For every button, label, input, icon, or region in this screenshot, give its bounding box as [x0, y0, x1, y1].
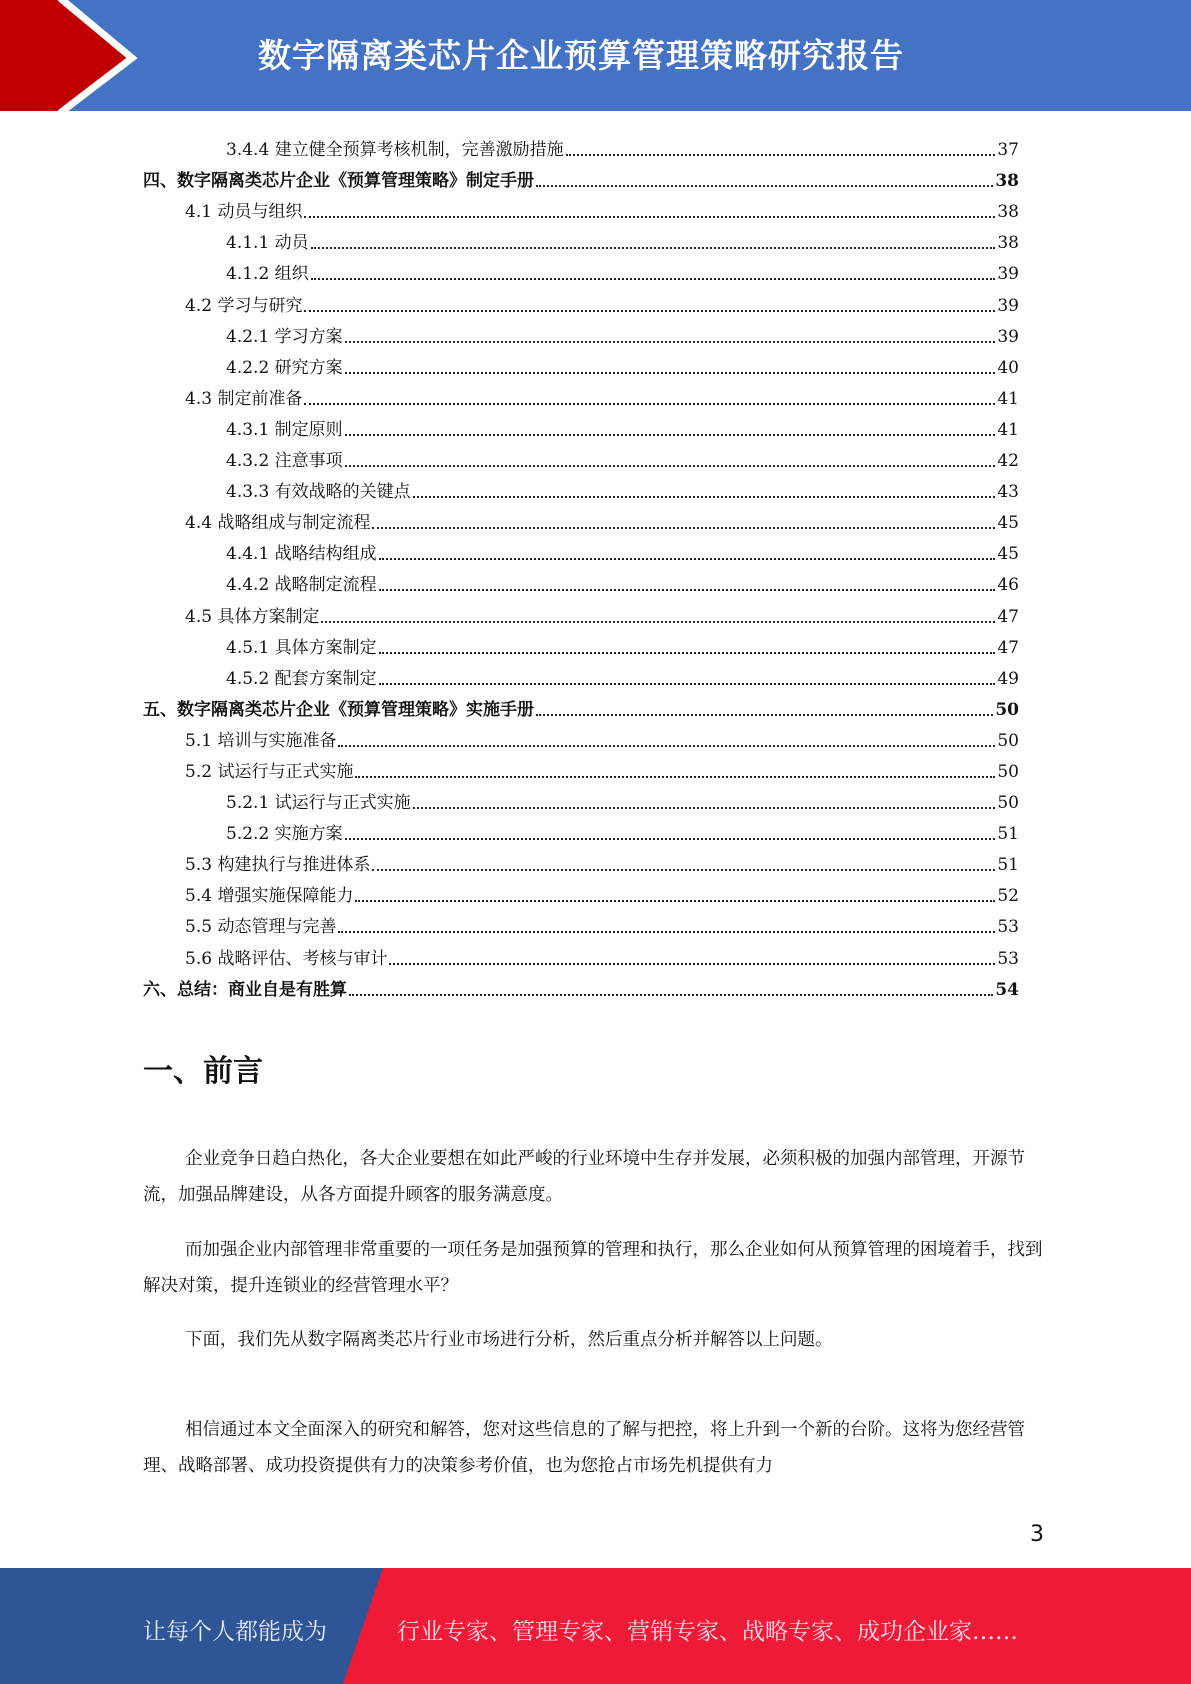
toc-entry-title: 5.2.2 实施方案: [226, 824, 343, 845]
toc-entry[interactable]: [143, 379, 1019, 410]
toc-leader-dots: [311, 278, 996, 280]
toc-entry[interactable]: [143, 285, 1019, 316]
toc-entry-title: 六、总结：商业自是有胜算: [143, 979, 347, 1000]
toc-leader-dots: [345, 341, 996, 343]
paragraph: 相信通过本文全面深入的研究和解答，您对这些信息的了解与把控，将上升到一个新的台阶。这将为您经营管理、战略部署、成功投资提供有力的决策参考价值，也为您抢占市场先机提供有力: [143, 1420, 1025, 1476]
toc-entry[interactable]: [143, 130, 1019, 161]
toc-entry[interactable]: [143, 441, 1019, 472]
toc-entry-page: 39: [997, 264, 1019, 285]
toc-leader-dots: [311, 247, 996, 249]
toc-leader-dots: [355, 776, 995, 778]
toc-leader-dots: [372, 527, 995, 529]
toc-entry[interactable]: [143, 845, 1019, 876]
toc-entry-page: 38: [997, 233, 1019, 254]
toc-entry[interactable]: [143, 223, 1019, 254]
toc-entry[interactable]: [143, 596, 1019, 627]
toc-entry[interactable]: [143, 783, 1019, 814]
toc-leader-dots: [345, 838, 996, 840]
toc-entry-title: 4.4 战略组成与制定流程: [185, 513, 371, 534]
toc-entry[interactable]: [143, 876, 1019, 907]
toc-leader-dots: [338, 745, 995, 747]
toc-entry-page: 39: [997, 326, 1019, 347]
toc-entry[interactable]: [143, 503, 1019, 534]
toc-entry-title: 五、数字隔离类芯片企业《预算管理策略》实施手册: [143, 699, 534, 720]
chevron-decoration-icon: [0, 0, 160, 111]
toc-entry-page: 53: [997, 917, 1019, 938]
toc-leader-dots: [413, 807, 996, 809]
toc-entry[interactable]: [143, 659, 1019, 690]
toc-entry-title: 5.1 培训与实施准备: [185, 730, 337, 751]
toc-entry-title: 5.2 试运行与正式实施: [185, 761, 354, 782]
toc-entry-page: 37: [997, 140, 1019, 161]
toc-entry-title: 4.3 制定前准备: [185, 388, 303, 409]
toc-leader-dots: [389, 963, 995, 965]
toc-entry-title: 4.3.1 制定原则: [226, 419, 343, 440]
footer-slogan-right: 行业专家、管理专家、营销专家、战略专家、成功企业家……: [397, 1619, 1018, 1645]
toc-leader-dots: [355, 900, 995, 902]
toc-entry-page: 40: [997, 357, 1019, 378]
toc-entry-page: 39: [997, 295, 1019, 316]
toc-entry[interactable]: [143, 628, 1019, 659]
toc-entry[interactable]: [143, 721, 1019, 752]
toc-leader-dots: [304, 310, 995, 312]
toc-leader-dots: [536, 185, 993, 187]
toc-entry-title: 4.2.2 研究方案: [226, 357, 343, 378]
toc-entry-page: 51: [997, 824, 1019, 845]
toc-entry-page: 54: [995, 979, 1019, 1000]
toc-leader-dots: [379, 652, 996, 654]
toc-leader-dots: [379, 589, 996, 591]
toc-entry[interactable]: [143, 534, 1019, 565]
toc-entry-title: 5.3 构建执行与推进体系: [185, 855, 371, 876]
toc-entry-title: 4.1.2 组织: [226, 264, 309, 285]
toc-entry-page: 42: [997, 451, 1019, 472]
toc-entry[interactable]: [143, 814, 1019, 845]
toc-entry-title: 4.1.1 动员: [226, 233, 309, 254]
table-of-contents: [143, 130, 1019, 1001]
toc-entry[interactable]: [143, 254, 1019, 285]
toc-entry-title: 4.4.1 战略结构组成: [226, 544, 377, 565]
toc-entry[interactable]: [143, 938, 1019, 969]
toc-entry-page: 50: [995, 699, 1019, 720]
toc-leader-dots: [413, 496, 996, 498]
toc-entry-page: 50: [997, 730, 1019, 751]
section-heading: 一、前言: [143, 1054, 263, 1089]
toc-entry-title: 5.2.1 试运行与正式实施: [226, 793, 411, 814]
toc-leader-dots: [345, 434, 996, 436]
toc-entry[interactable]: [143, 348, 1019, 379]
toc-entry[interactable]: [143, 690, 1019, 721]
paragraph: 下面，我们先从数字隔离类芯片行业市场进行分析，然后重点分析并解答以上问题。: [185, 1330, 833, 1350]
toc-entry[interactable]: [143, 565, 1019, 596]
toc-entry[interactable]: [143, 410, 1019, 441]
toc-entry[interactable]: [143, 472, 1019, 503]
toc-entry-title: 4.5.1 具体方案制定: [226, 637, 377, 658]
toc-leader-dots: [566, 154, 996, 156]
toc-leader-dots: [338, 931, 995, 933]
toc-entry-title: 4.5.2 配套方案制定: [226, 668, 377, 689]
toc-entry-title: 4.5 具体方案制定: [185, 606, 320, 627]
toc-entry-page: 47: [997, 606, 1019, 627]
toc-entry-title: 5.6 战略评估、考核与审计: [185, 948, 388, 969]
toc-entry-title: 5.5 动态管理与完善: [185, 917, 337, 938]
toc-entry-page: 43: [997, 482, 1019, 503]
toc-leader-dots: [379, 683, 996, 685]
toc-entry[interactable]: [143, 317, 1019, 348]
toc-entry-title: 4.2 学习与研究: [185, 295, 303, 316]
toc-entry-page: 38: [997, 202, 1019, 223]
toc-entry-page: 45: [997, 544, 1019, 565]
paragraph: 企业竞争日趋白热化，各大企业要想在如此严峻的行业环境中生存并发展，必须积极的加强内部管理，开源节流，加强品牌建设，从各方面提升顾客的服务满意度。: [143, 1149, 1025, 1205]
toc-entry-page: 50: [997, 761, 1019, 782]
toc-entry-page: 45: [997, 513, 1019, 534]
toc-entry[interactable]: [143, 970, 1019, 1001]
toc-leader-dots: [379, 558, 996, 560]
page-header: [0, 0, 1191, 111]
toc-entry-title: 4.3.2 注意事项: [226, 451, 343, 472]
toc-entry-title: 4.2.1 学习方案: [226, 326, 343, 347]
toc-entry-page: 38: [995, 171, 1019, 192]
toc-leader-dots: [304, 216, 995, 218]
toc-leader-dots: [345, 465, 996, 467]
toc-leader-dots: [349, 994, 993, 996]
toc-entry-page: 51: [997, 855, 1019, 876]
footer-slogan-left: 让每个人都能成为: [143, 1619, 327, 1645]
toc-entry-page: 41: [997, 388, 1019, 409]
toc-entry-page: 49: [997, 668, 1019, 689]
toc-entry-page: 52: [997, 886, 1019, 907]
toc-entry-page: 47: [997, 637, 1019, 658]
toc-entry[interactable]: [143, 907, 1019, 938]
toc-entry-title: 5.4 增强实施保障能力: [185, 886, 354, 907]
toc-entry[interactable]: [143, 192, 1019, 223]
page-footer: [0, 1568, 1191, 1684]
toc-entry-page: 41: [997, 419, 1019, 440]
toc-leader-dots: [536, 714, 993, 716]
toc-leader-dots: [304, 403, 995, 405]
toc-entry[interactable]: [143, 752, 1019, 783]
toc-leader-dots: [372, 869, 995, 871]
paragraph: 而加强企业内部管理非常重要的一项任务是加强预算的管理和执行，那么企业如何从预算管理的困境着手，找到解决对策，提升连锁业的经营管理水平？: [143, 1240, 1043, 1296]
toc-entry-title: 四、数字隔离类芯片企业《预算管理策略》制定手册: [143, 171, 534, 192]
toc-entry-page: 50: [997, 793, 1019, 814]
toc-entry-title: 4.1 动员与组织: [185, 202, 303, 223]
toc-entry-title: 4.4.2 战略制定流程: [226, 575, 377, 596]
toc-entry-page: 53: [997, 948, 1019, 969]
toc-entry-page: 46: [997, 575, 1019, 596]
toc-leader-dots: [321, 621, 995, 623]
toc-entry-title: 3.4.4 建立健全预算考核机制，完善激励措施: [226, 140, 564, 161]
document-title: 数字隔离类芯片企业预算管理策略研究报告: [258, 36, 904, 75]
toc-entry[interactable]: [143, 161, 1019, 192]
page-number: 3: [1030, 1522, 1044, 1547]
toc-leader-dots: [345, 372, 996, 374]
toc-entry-title: 4.3.3 有效战略的关键点: [226, 482, 411, 503]
